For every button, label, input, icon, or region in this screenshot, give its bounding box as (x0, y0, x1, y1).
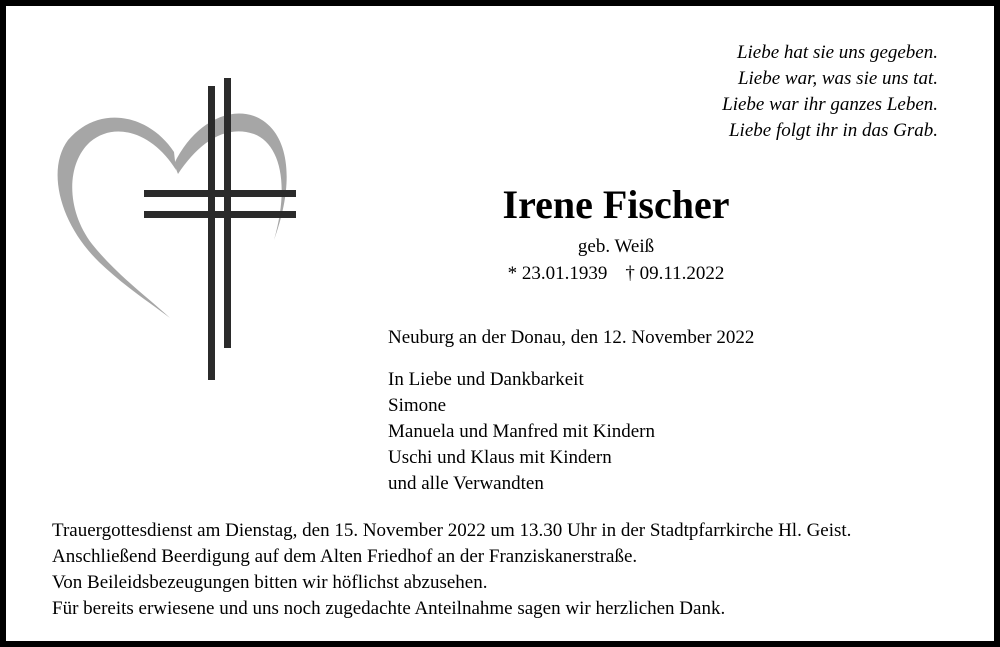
death-date: † 09.11.2022 (625, 263, 725, 284)
heart-cross-icon (54, 74, 304, 384)
birth-name: geb. Weiß (577, 236, 655, 257)
service-notes (52, 518, 851, 622)
poem-line: Liebe folgt ihr in das Grab. (728, 120, 938, 141)
mourners-list (388, 367, 655, 497)
mourner-line: Manuela und Manfred mit Kindern (388, 421, 655, 442)
deceased-name: Irene Fischer (502, 182, 730, 227)
mourner-line: und alle Verwandten (388, 473, 544, 494)
note-line: Trauergottesdienst am Dienstag, den 15. November 2022 um 13.30 Uhr in der Stadtpfarrkirche Hl. Geist. (52, 520, 852, 541)
note-line: Anschließend Beerdigung auf dem Alten Friedhof an der Franziskanerstraße. (52, 546, 638, 567)
place-and-date: Neuburg an der Donau, den 12. November 2022 (388, 327, 755, 348)
poem-line: Liebe hat sie uns gegeben. (736, 42, 938, 63)
poem-line: Liebe war ihr ganzes Leben. (722, 94, 938, 115)
mourner-line: Uschi und Klaus mit Kindern (388, 447, 612, 468)
poem (722, 40, 938, 144)
mourner-line: In Liebe und Dankbarkeit (388, 369, 584, 390)
note-line: Von Beileidsbezeugungen bitten wir höflichst abzusehen. (52, 572, 488, 593)
mourner-line: Simone (388, 395, 447, 416)
poem-line: Liebe war, was sie uns tat. (737, 68, 938, 89)
life-dates (386, 261, 846, 287)
birth-date: * 23.01.1939 (507, 263, 608, 284)
note-line: Für bereits erwiesene und uns noch zugedachte Anteilnahme sagen wir herzlichen Dank. (52, 598, 726, 619)
